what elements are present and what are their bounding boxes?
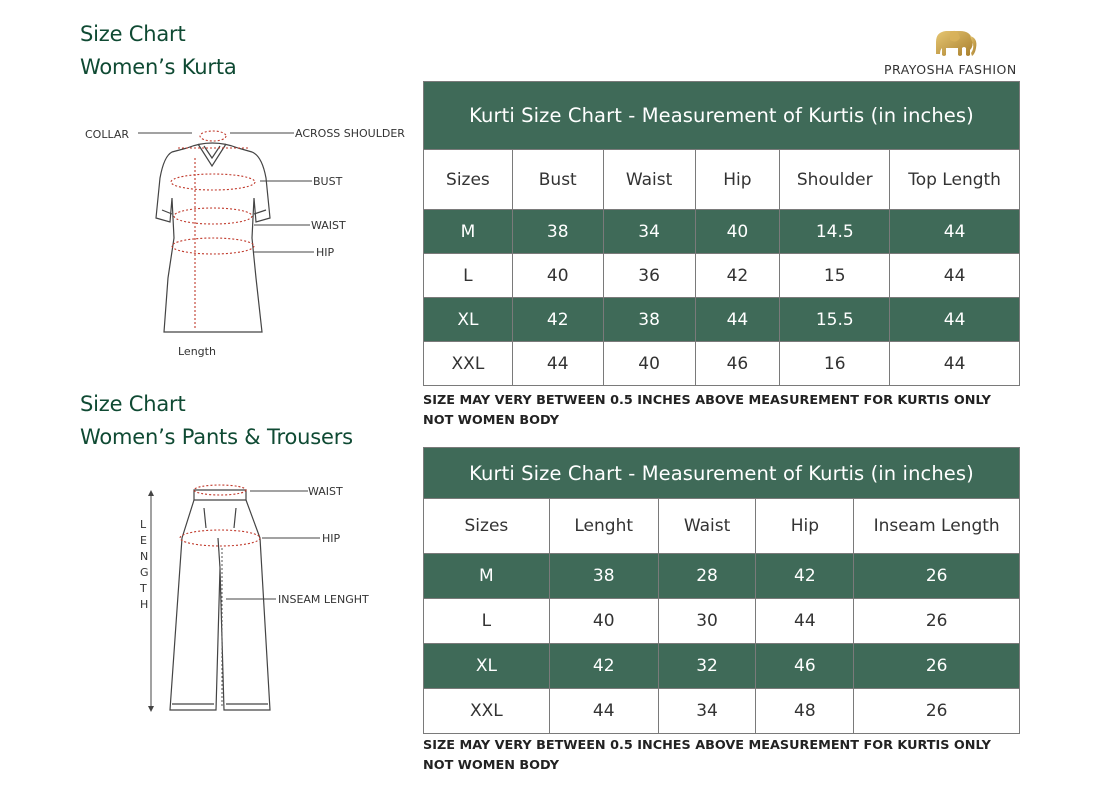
table-cell: 42 [695, 254, 780, 298]
across-shoulder-label: ACROSS SHOULDER [295, 127, 405, 140]
note-line: SIZE MAY VERY BETWEEN 0.5 INCHES ABOVE MEASUREMENT FOR KURTIS ONLY [423, 738, 991, 753]
column-header: Hip [695, 150, 780, 210]
table-cell: 46 [756, 644, 854, 689]
table-cell: L [424, 254, 513, 298]
kurta-table-title: Kurti Size Chart - Measurement of Kurtis (in inches) [424, 82, 1020, 150]
note-line: NOT WOMEN BODY [423, 758, 559, 773]
length-letter: T [140, 582, 147, 595]
table-cell: 42 [549, 644, 658, 689]
column-header: Inseam Length [854, 499, 1020, 554]
length-letter: N [140, 550, 149, 563]
inseam-label: INSEAM LENGHT [278, 593, 369, 606]
table-cell: 32 [658, 644, 756, 689]
table-cell: 46 [695, 342, 780, 386]
table-cell: XL [424, 298, 513, 342]
table-cell: 44 [756, 599, 854, 644]
pants-table-title: Kurti Size Chart - Measurement of Kurtis (in inches) [424, 448, 1020, 499]
table-cell: 42 [512, 298, 603, 342]
table-cell: 26 [854, 644, 1020, 689]
table-cell: 44 [695, 298, 780, 342]
table-row [424, 599, 1020, 644]
length-label: Length [178, 345, 216, 358]
length-letter: E [140, 534, 147, 547]
brand-logo [884, 24, 1024, 80]
column-header: Sizes [424, 499, 550, 554]
column-header: Lenght [549, 499, 658, 554]
table-cell: 42 [756, 554, 854, 599]
table-cell: 34 [658, 689, 756, 734]
table-cell: 30 [658, 599, 756, 644]
kurta-heading [80, 18, 237, 84]
table-cell: 40 [603, 342, 695, 386]
table-cell: 38 [512, 210, 603, 254]
kurta-outline [80, 118, 420, 368]
length-letter: H [140, 598, 149, 611]
table-cell: 38 [603, 298, 695, 342]
pants-heading-line2: Women’s Pants & Trousers [80, 425, 353, 449]
kurta-table-header [424, 150, 1020, 210]
table-cell: 44 [512, 342, 603, 386]
table-cell: 15 [780, 254, 890, 298]
elephant-icon [930, 24, 978, 60]
pants-diagram [130, 478, 420, 718]
waist-label: WAIST [311, 219, 346, 232]
pants-heading [80, 388, 353, 454]
table-cell: 28 [658, 554, 756, 599]
kurta-table-note [423, 391, 991, 431]
note-line: NOT WOMEN BODY [423, 413, 559, 428]
column-header: Shoulder [780, 150, 890, 210]
bust-label: BUST [313, 175, 343, 188]
kurta-size-table [423, 81, 1020, 386]
table-cell: 34 [603, 210, 695, 254]
note-line: SIZE MAY VERY BETWEEN 0.5 INCHES ABOVE MEASUREMENT FOR KURTIS ONLY [423, 393, 991, 408]
pants-size-table [423, 447, 1020, 734]
table-row [424, 554, 1020, 599]
pants-outline [130, 478, 420, 718]
column-header: Waist [603, 150, 695, 210]
table-cell: 16 [780, 342, 890, 386]
column-header: Sizes [424, 150, 513, 210]
column-header: Hip [756, 499, 854, 554]
table-cell: 36 [603, 254, 695, 298]
table-row [424, 254, 1020, 298]
table-row [424, 342, 1020, 386]
column-header: Waist [658, 499, 756, 554]
table-row [424, 210, 1020, 254]
brand-name: PRAYOSHA FASHION [884, 62, 1017, 77]
column-header: Top Length [890, 150, 1020, 210]
table-cell: 26 [854, 599, 1020, 644]
pants-heading-line1: Size Chart [80, 392, 186, 416]
table-cell: XL [424, 644, 550, 689]
table-cell: 40 [549, 599, 658, 644]
length-letter: G [140, 566, 149, 579]
table-row [424, 298, 1020, 342]
table-cell: 40 [512, 254, 603, 298]
pants-table-header [424, 499, 1020, 554]
table-cell: 26 [854, 554, 1020, 599]
table-cell: 14.5 [780, 210, 890, 254]
table-cell: XXL [424, 342, 513, 386]
table-cell: XXL [424, 689, 550, 734]
kurta-heading-line2: Women’s Kurta [80, 55, 237, 79]
column-header: Bust [512, 150, 603, 210]
table-cell: L [424, 599, 550, 644]
table-cell: M [424, 554, 550, 599]
kurta-heading-line1: Size Chart [80, 22, 186, 46]
table-row [424, 644, 1020, 689]
collar-label: COLLAR [85, 128, 130, 141]
pants-table-note [423, 736, 991, 776]
table-cell: 15.5 [780, 298, 890, 342]
table-cell: 38 [549, 554, 658, 599]
table-cell: 48 [756, 689, 854, 734]
table-cell: 44 [890, 254, 1020, 298]
table-cell: 44 [890, 342, 1020, 386]
table-cell: 44 [549, 689, 658, 734]
table-row [424, 689, 1020, 734]
table-cell: 44 [890, 210, 1020, 254]
table-cell: M [424, 210, 513, 254]
kurta-diagram [80, 118, 420, 368]
table-cell: 40 [695, 210, 780, 254]
table-cell: 26 [854, 689, 1020, 734]
hip-label: HIP [316, 246, 335, 259]
pants-hip-label: HIP [322, 532, 341, 545]
table-cell: 44 [890, 298, 1020, 342]
length-letter: L [140, 518, 147, 531]
pants-waist-label: WAIST [308, 485, 343, 498]
